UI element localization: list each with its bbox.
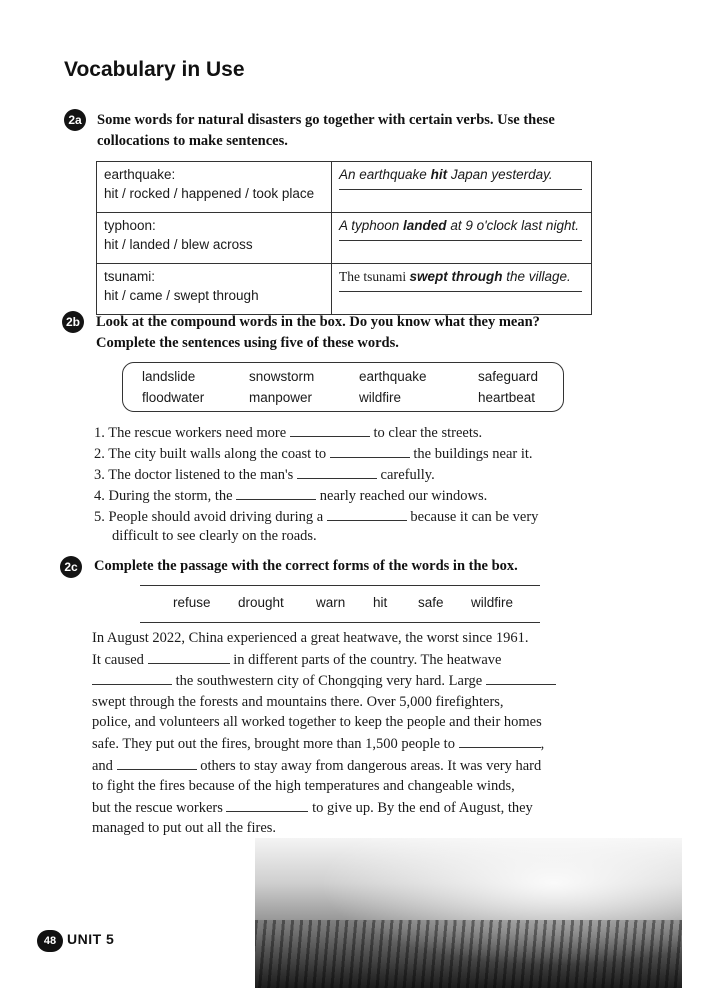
- instruction-line: collocations to make sentences.: [97, 133, 288, 149]
- sentence-text: the buildings near it.: [413, 446, 533, 462]
- sentence-number: 5.: [94, 509, 105, 525]
- word-option: earthquake: [359, 369, 427, 384]
- word-option: warn: [316, 595, 346, 610]
- passage-text: others to stay away from dangerous areas. It was very hard: [200, 757, 542, 774]
- exercise-2a-instruction: [97, 110, 555, 152]
- sentence-text: The doctor listened to the man's: [108, 467, 294, 483]
- example-keyword: landed: [403, 218, 447, 233]
- passage-line: to fight the fires because of the high temperatures and changeable winds,: [92, 778, 515, 795]
- noun-label: typhoon:: [104, 218, 156, 233]
- sentence-text: During the storm, the: [108, 488, 233, 504]
- answer-blank[interactable]: [330, 443, 410, 458]
- sentence-text: to clear the streets.: [373, 425, 483, 441]
- example-keyword: swept through: [409, 269, 503, 284]
- passage-line: managed to put out all the fires.: [92, 820, 277, 837]
- page-number: 48: [37, 930, 63, 952]
- exercise-2c-badge: 2c: [60, 556, 82, 578]
- collocation-cell: [97, 162, 332, 213]
- word-option: refuse: [173, 595, 211, 610]
- noun-label: tsunami:: [104, 269, 156, 284]
- passage-line: [92, 755, 592, 777]
- exercise-2c-instruction: Complete the passage with the correct forms of the words in the box.: [94, 558, 518, 574]
- answer-blank[interactable]: [290, 422, 370, 437]
- word-option: floodwater: [142, 390, 205, 405]
- sentence-text: nearly reached our windows.: [319, 488, 488, 504]
- answer-cell: [332, 264, 592, 315]
- sentence-item: [94, 464, 435, 486]
- noun-label: earthquake:: [104, 167, 176, 182]
- answer-line[interactable]: [339, 240, 582, 241]
- answer-blank[interactable]: [226, 797, 308, 812]
- sentence-number: 4.: [94, 488, 105, 504]
- sentence-text: The city built walls along the coast to: [108, 446, 327, 462]
- example-text: the village.: [502, 269, 571, 284]
- sentence-item: [94, 443, 533, 465]
- answer-cell: [332, 162, 592, 213]
- answer-cell: [332, 213, 592, 264]
- passage-line: swept through the forests and mountains there. Over 5,000 firefighters,: [92, 693, 504, 710]
- word-option: wildfire: [359, 390, 402, 405]
- verb-list: hit / came / swept through: [104, 288, 259, 303]
- table-row: [97, 162, 592, 213]
- sentence-continuation: difficult to see clearly on the roads.: [112, 528, 317, 544]
- word-option: hit: [373, 595, 388, 610]
- word-option: drought: [238, 595, 284, 610]
- passage: [92, 628, 592, 839]
- passage-line: [92, 649, 592, 671]
- passage-text: but the rescue workers: [92, 799, 223, 816]
- sentence-number: 2.: [94, 446, 105, 462]
- unit-label: UNIT 5: [67, 931, 115, 947]
- sentence-item: [94, 422, 482, 444]
- answer-blank[interactable]: [236, 485, 316, 500]
- sentence-text: because it can be very: [410, 509, 539, 525]
- verb-list: hit / rocked / happened / took place: [104, 186, 315, 201]
- answer-blank[interactable]: [117, 755, 197, 770]
- exercise-2b-instruction: [96, 312, 540, 354]
- exercise-2b-badge: 2b: [62, 311, 84, 333]
- example-text: A typhoon: [339, 218, 404, 233]
- forest-silhouette: [255, 920, 682, 988]
- instruction-line: Some words for natural disasters go together with certain verbs. Use these: [97, 112, 555, 128]
- passage-line: [92, 670, 592, 692]
- collocation-table: [96, 161, 592, 315]
- word-option: snowstorm: [249, 369, 315, 384]
- sentence-number: 3.: [94, 467, 105, 483]
- answer-blank[interactable]: [148, 649, 230, 664]
- passage-text: and: [92, 757, 113, 774]
- passage-text: to give up. By the end of August, they: [312, 799, 533, 816]
- instruction-line: Complete the sentences using five of these words.: [96, 335, 399, 351]
- answer-blank[interactable]: [297, 464, 377, 479]
- instruction-line: Look at the compound words in the box. Do you know what they mean?: [96, 314, 540, 330]
- table-row: [97, 264, 592, 315]
- exercise-2a-badge: 2a: [64, 109, 86, 131]
- word-option: wildfire: [471, 595, 514, 610]
- answer-line[interactable]: [339, 291, 582, 292]
- page-title: Vocabulary in Use: [64, 58, 245, 81]
- verb-list: hit / landed / blew across: [104, 237, 253, 252]
- table-row: [97, 213, 592, 264]
- passage-line: [92, 797, 592, 819]
- answer-blank[interactable]: [486, 670, 556, 685]
- example-text: at 9 o'clock last night.: [446, 218, 579, 233]
- example-sentence: [339, 216, 584, 235]
- sentence-text: carefully.: [380, 467, 435, 483]
- passage-text: It caused: [92, 651, 144, 668]
- example-sentence: [339, 267, 584, 286]
- example-sentence: [339, 165, 584, 184]
- passage-text: the southwestern city of Chongqing very hard. Large: [175, 673, 483, 690]
- word-option: manpower: [249, 390, 313, 405]
- answer-line[interactable]: [339, 189, 582, 190]
- collocation-cell: [97, 264, 332, 315]
- answer-blank[interactable]: [92, 670, 172, 685]
- sentence-number: 1.: [94, 425, 105, 441]
- passage-text: safe. They put out the fires, brought more than 1,500 people to: [92, 735, 455, 752]
- passage-text: ,: [540, 735, 545, 752]
- word-option: safe: [418, 595, 444, 610]
- example-text: An earthquake: [339, 167, 431, 182]
- example-text: The tsunami: [339, 269, 410, 284]
- answer-blank[interactable]: [327, 506, 407, 521]
- word-option: landslide: [142, 369, 196, 384]
- sentence-text: People should avoid driving during a: [108, 509, 324, 525]
- sentence-item: [94, 485, 487, 507]
- word-option: safeguard: [478, 369, 539, 384]
- passage-text: in different parts of the country. The heatwave: [233, 651, 502, 668]
- word-option: heartbeat: [478, 390, 536, 405]
- example-keyword: hit: [430, 167, 448, 182]
- passage-line: In August 2022, China experienced a great heatwave, the worst since 1961.: [92, 630, 529, 646]
- example-text: Japan yesterday.: [447, 167, 553, 182]
- sentence-item: [94, 506, 538, 528]
- passage-line: police, and volunteers all worked together to keep the people and their homes: [92, 714, 542, 731]
- sentence-text: The rescue workers need more: [108, 425, 287, 441]
- collocation-cell: [97, 213, 332, 264]
- passage-line: [92, 733, 592, 755]
- answer-blank[interactable]: [459, 733, 541, 748]
